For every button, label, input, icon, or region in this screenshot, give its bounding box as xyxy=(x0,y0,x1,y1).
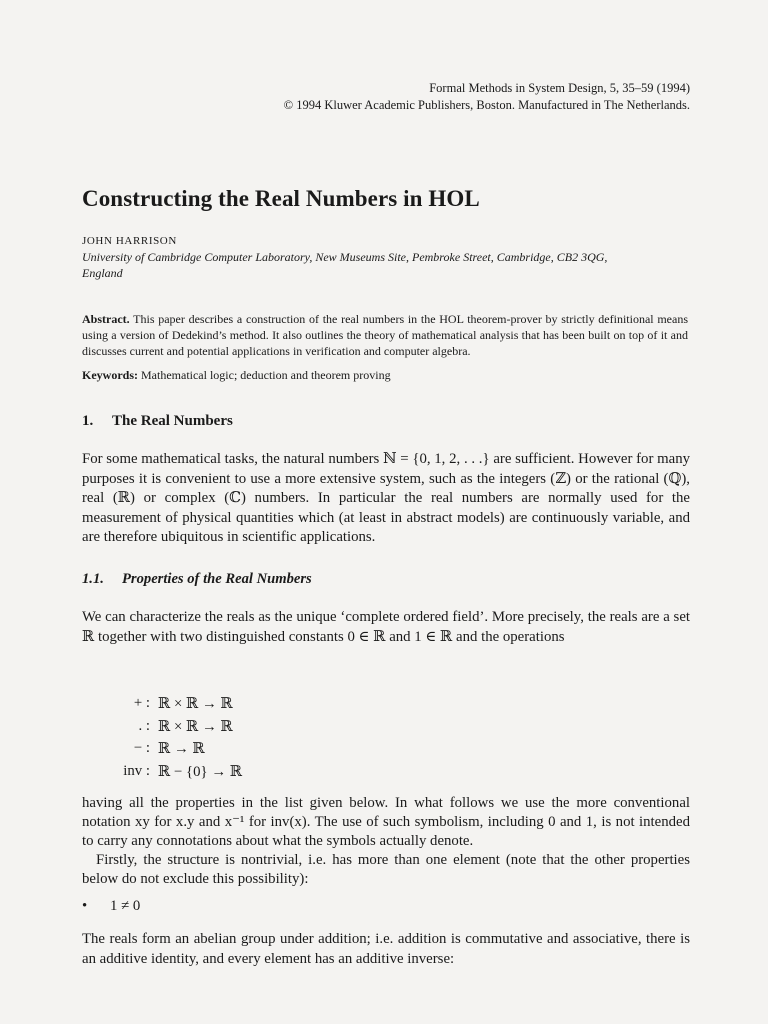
author-affiliation: University of Cambridge Computer Laboratory, New Museums Site, Pembroke Street, Cambridge, CB2 3QG, England xyxy=(82,250,608,280)
section-title: The Real Numbers xyxy=(112,413,233,429)
operation-symbol: − : xyxy=(133,740,150,756)
operation-row xyxy=(110,718,242,741)
author-name: JOHN HARRISON xyxy=(82,235,177,247)
keywords-label: Keywords: xyxy=(82,368,138,382)
abstract-text: This paper describes a construction of the real numbers in the HOL theorem-prover by strictly definitional means using a version of Dedekind’s method. It also outlines the theory of mathematical analysis that has been built on top of it and discusses current and potential applications in verification and computer algebra. xyxy=(82,312,688,358)
notation-paragraphs xyxy=(82,794,690,889)
operation-signature: ℝ × ℝ → ℝ xyxy=(158,696,233,712)
operation-symbol: inv : xyxy=(123,762,150,779)
paper-title: Constructing the Real Numbers in HOL xyxy=(82,186,480,211)
bullet-symbol: • xyxy=(82,898,88,914)
section-heading xyxy=(82,413,233,430)
operation-row xyxy=(110,695,242,718)
section-paragraph: For some mathematical tasks, the natural numbers ℕ = {0, 1, 2, . . .} are sufficient. However for many purposes it is convenient to use a more extensive system, such as the integers (ℤ) or the rational (ℚ), real (ℝ) or complex (ℂ) numbers. In particular the real numbers are normally used for the measurement of physical quantities which (at least in abstract models) are continuously variable, and are therefore ubiquitous in scientific applications. xyxy=(82,451,690,545)
operation-symbol: + : xyxy=(133,695,150,711)
subsection-number: 1.1. xyxy=(82,571,104,587)
abstract xyxy=(82,311,688,359)
journal-citation: Formal Methods in System Design, 5, 35–59 (1994) xyxy=(429,81,690,95)
copyright-notice: © 1994 Kluwer Academic Publishers, Boston. Manufactured in The Netherlands. xyxy=(283,98,690,112)
operation-signature: ℝ → ℝ xyxy=(158,741,205,757)
abstract-label: Abstract. xyxy=(82,312,130,326)
abelian-group-paragraph: The reals form an abelian group under addition; i.e. addition is commutative and associative, there is an additive identity, and every element has an additive inverse: xyxy=(82,931,690,967)
operation-signature: ℝ × ℝ → ℝ xyxy=(158,718,233,735)
section-number: 1. xyxy=(82,413,94,429)
keywords-text: Mathematical logic; deduction and theorem proving xyxy=(141,368,391,382)
nontrivial-paragraph: Firstly, the structure is nontrivial, i.e. has more than one element (note that the other properties below do not exclude this possibility): xyxy=(82,852,690,887)
operation-row xyxy=(110,763,242,786)
bullet-item xyxy=(82,898,140,915)
subsection-heading xyxy=(82,571,312,588)
operations-display xyxy=(110,695,242,785)
notation-paragraph: having all the properties in the list given below. In what follows we use the more conventional notation xy for x.y and x⁻¹ for inv(x). The use of such symbolism, including 0 and 1, is not intended to carry any connotations about what the symbols actually denote. xyxy=(82,795,690,849)
journal-header xyxy=(284,80,690,114)
subsection-paragraph: We can characterize the reals as the unique ‘complete ordered field’. More precisely, the reals are a set ℝ together with two distinguished constants 0 ∈ ℝ and 1 ∈ ℝ and the operations xyxy=(82,609,690,645)
operation-signature: ℝ − {0} → ℝ xyxy=(158,763,243,780)
operation-row xyxy=(110,740,242,763)
operation-symbol: . : xyxy=(138,717,150,734)
subsection-title: Properties of the Real Numbers xyxy=(122,571,312,587)
bullet-text: 1 ≠ 0 xyxy=(110,898,141,914)
keywords xyxy=(82,368,391,383)
